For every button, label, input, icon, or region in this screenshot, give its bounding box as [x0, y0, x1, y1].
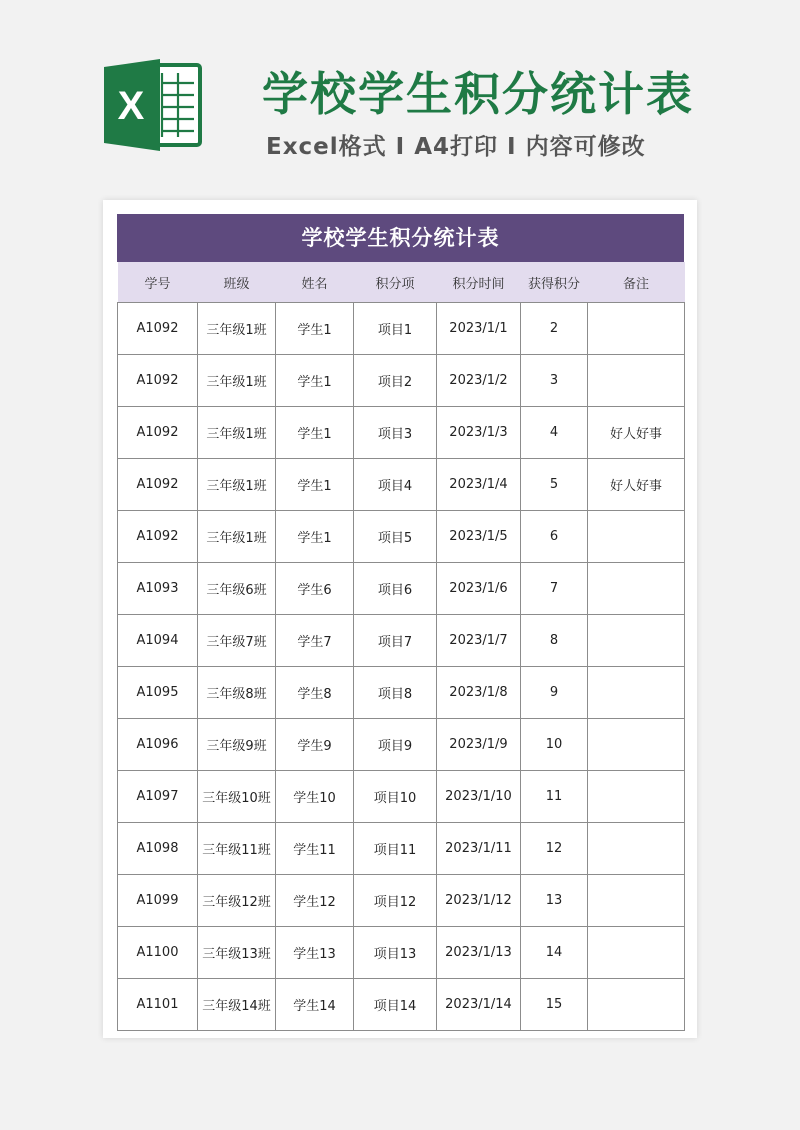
cell-class[interactable]: 三年级1班 — [198, 407, 276, 459]
cell-remark[interactable] — [588, 355, 685, 407]
column-header: 班级 — [198, 262, 276, 303]
table-row — [118, 563, 685, 615]
document-sheet — [103, 200, 697, 1038]
table-row — [118, 303, 685, 355]
cell-date[interactable]: 2023/1/5 — [437, 511, 521, 563]
table-row — [118, 667, 685, 719]
cell-points[interactable]: 3 — [521, 355, 588, 407]
cell-points[interactable]: 12 — [521, 823, 588, 875]
table-container — [117, 214, 684, 1031]
table-row — [118, 771, 685, 823]
cell-class[interactable]: 三年级14班 — [198, 979, 276, 1031]
cell-name[interactable]: 学生7 — [276, 615, 354, 667]
cell-name[interactable]: 学生1 — [276, 459, 354, 511]
cell-points[interactable]: 11 — [521, 771, 588, 823]
cell-name[interactable]: 学生1 — [276, 407, 354, 459]
cell-date[interactable]: 2023/1/6 — [437, 563, 521, 615]
table-row — [118, 511, 685, 563]
cell-points[interactable]: 4 — [521, 407, 588, 459]
cell-remark[interactable] — [588, 823, 685, 875]
cell-name[interactable]: 学生8 — [276, 667, 354, 719]
cell-points[interactable]: 8 — [521, 615, 588, 667]
table-row — [118, 407, 685, 459]
cell-name[interactable]: 学生9 — [276, 719, 354, 771]
cell-student-id[interactable]: A1095 — [118, 667, 198, 719]
cell-class[interactable]: 三年级12班 — [198, 875, 276, 927]
column-header: 姓名 — [276, 262, 354, 303]
column-header: 学号 — [118, 262, 198, 303]
cell-item[interactable]: 项目4 — [354, 459, 437, 511]
cell-date[interactable]: 2023/1/11 — [437, 823, 521, 875]
cell-date[interactable]: 2023/1/2 — [437, 355, 521, 407]
cell-class[interactable]: 三年级1班 — [198, 511, 276, 563]
table-row — [118, 927, 685, 979]
cell-points[interactable]: 7 — [521, 563, 588, 615]
page-subtitle: Excel格式 I A4打印 I 内容可修改 — [266, 134, 646, 160]
cell-class[interactable]: 三年级10班 — [198, 771, 276, 823]
excel-icon — [104, 57, 204, 153]
cell-item[interactable]: 项目14 — [354, 979, 437, 1031]
cell-name[interactable]: 学生1 — [276, 511, 354, 563]
cell-student-id[interactable]: A1099 — [118, 875, 198, 927]
cell-item[interactable]: 项目11 — [354, 823, 437, 875]
cell-student-id[interactable]: A1096 — [118, 719, 198, 771]
cell-item[interactable]: 项目10 — [354, 771, 437, 823]
cell-item[interactable]: 项目2 — [354, 355, 437, 407]
table-row — [118, 615, 685, 667]
cell-class[interactable]: 三年级1班 — [198, 459, 276, 511]
cell-remark[interactable] — [588, 927, 685, 979]
cell-remark[interactable] — [588, 875, 685, 927]
cell-item[interactable]: 项目1 — [354, 303, 437, 355]
table-row — [118, 719, 685, 771]
table-row — [118, 823, 685, 875]
cell-item[interactable]: 项目5 — [354, 511, 437, 563]
cell-date[interactable]: 2023/1/3 — [437, 407, 521, 459]
cell-remark[interactable] — [588, 979, 685, 1031]
cell-date[interactable]: 2023/1/7 — [437, 615, 521, 667]
cell-student-id[interactable]: A1097 — [118, 771, 198, 823]
cell-student-id[interactable]: A1101 — [118, 979, 198, 1031]
cell-item[interactable]: 项目12 — [354, 875, 437, 927]
cell-points[interactable]: 10 — [521, 719, 588, 771]
cell-student-id[interactable]: A1092 — [118, 511, 198, 563]
cell-remark[interactable] — [588, 771, 685, 823]
cell-student-id[interactable]: A1092 — [118, 355, 198, 407]
cell-date[interactable]: 2023/1/14 — [437, 979, 521, 1031]
cell-item[interactable]: 项目8 — [354, 667, 437, 719]
cell-points[interactable]: 13 — [521, 875, 588, 927]
cell-item[interactable]: 项目7 — [354, 615, 437, 667]
table-row — [118, 875, 685, 927]
cell-name[interactable]: 学生11 — [276, 823, 354, 875]
cell-class[interactable]: 三年级6班 — [198, 563, 276, 615]
cell-points[interactable]: 14 — [521, 927, 588, 979]
table-body — [118, 303, 685, 1031]
cell-remark[interactable] — [588, 615, 685, 667]
cell-date[interactable]: 2023/1/8 — [437, 667, 521, 719]
cell-date[interactable]: 2023/1/13 — [437, 927, 521, 979]
cell-name[interactable]: 学生13 — [276, 927, 354, 979]
column-header: 备注 — [588, 262, 685, 303]
cell-item[interactable]: 项目13 — [354, 927, 437, 979]
cell-points[interactable]: 9 — [521, 667, 588, 719]
cell-class[interactable]: 三年级1班 — [198, 303, 276, 355]
cell-name[interactable]: 学生6 — [276, 563, 354, 615]
cell-remark[interactable] — [588, 667, 685, 719]
column-header: 积分时间 — [437, 262, 521, 303]
cell-student-id[interactable]: A1092 — [118, 407, 198, 459]
cell-points[interactable]: 2 — [521, 303, 588, 355]
cell-student-id[interactable]: A1093 — [118, 563, 198, 615]
cell-class[interactable]: 三年级9班 — [198, 719, 276, 771]
table-row — [118, 979, 685, 1031]
cell-student-id[interactable]: A1092 — [118, 303, 198, 355]
cell-student-id[interactable]: A1094 — [118, 615, 198, 667]
cell-remark[interactable]: 好人好事 — [588, 459, 685, 511]
table-title: 学校学生积分统计表 — [117, 214, 684, 262]
cell-remark[interactable]: 好人好事 — [588, 407, 685, 459]
column-header: 获得积分 — [521, 262, 588, 303]
cell-class[interactable]: 三年级13班 — [198, 927, 276, 979]
cell-class[interactable]: 三年级8班 — [198, 667, 276, 719]
cell-remark[interactable] — [588, 511, 685, 563]
cell-points[interactable]: 5 — [521, 459, 588, 511]
cell-points[interactable]: 15 — [521, 979, 588, 1031]
excel-logo-letter: X — [117, 84, 145, 128]
cell-class[interactable]: 三年级7班 — [198, 615, 276, 667]
page-title: 学校学生积分统计表 — [262, 67, 694, 121]
cell-date[interactable]: 2023/1/1 — [437, 303, 521, 355]
cell-class[interactable]: 三年级1班 — [198, 355, 276, 407]
cell-item[interactable]: 项目9 — [354, 719, 437, 771]
cell-name[interactable]: 学生12 — [276, 875, 354, 927]
cell-class[interactable]: 三年级11班 — [198, 823, 276, 875]
cell-student-id[interactable]: A1100 — [118, 927, 198, 979]
cell-remark[interactable] — [588, 719, 685, 771]
cell-remark[interactable] — [588, 303, 685, 355]
cell-student-id[interactable]: A1098 — [118, 823, 198, 875]
cell-date[interactable]: 2023/1/4 — [437, 459, 521, 511]
cell-remark[interactable] — [588, 563, 685, 615]
table-row — [118, 355, 685, 407]
cell-date[interactable]: 2023/1/12 — [437, 875, 521, 927]
points-table — [117, 262, 685, 1031]
cell-name[interactable]: 学生1 — [276, 355, 354, 407]
cell-date[interactable]: 2023/1/10 — [437, 771, 521, 823]
table-row — [118, 459, 685, 511]
cell-item[interactable]: 项目3 — [354, 407, 437, 459]
cell-points[interactable]: 6 — [521, 511, 588, 563]
column-header: 积分项 — [354, 262, 437, 303]
cell-name[interactable]: 学生1 — [276, 303, 354, 355]
cell-date[interactable]: 2023/1/9 — [437, 719, 521, 771]
cell-item[interactable]: 项目6 — [354, 563, 437, 615]
cell-name[interactable]: 学生14 — [276, 979, 354, 1031]
cell-student-id[interactable]: A1092 — [118, 459, 198, 511]
page-header — [0, 0, 800, 200]
cell-name[interactable]: 学生10 — [276, 771, 354, 823]
table-header-row — [118, 262, 685, 303]
